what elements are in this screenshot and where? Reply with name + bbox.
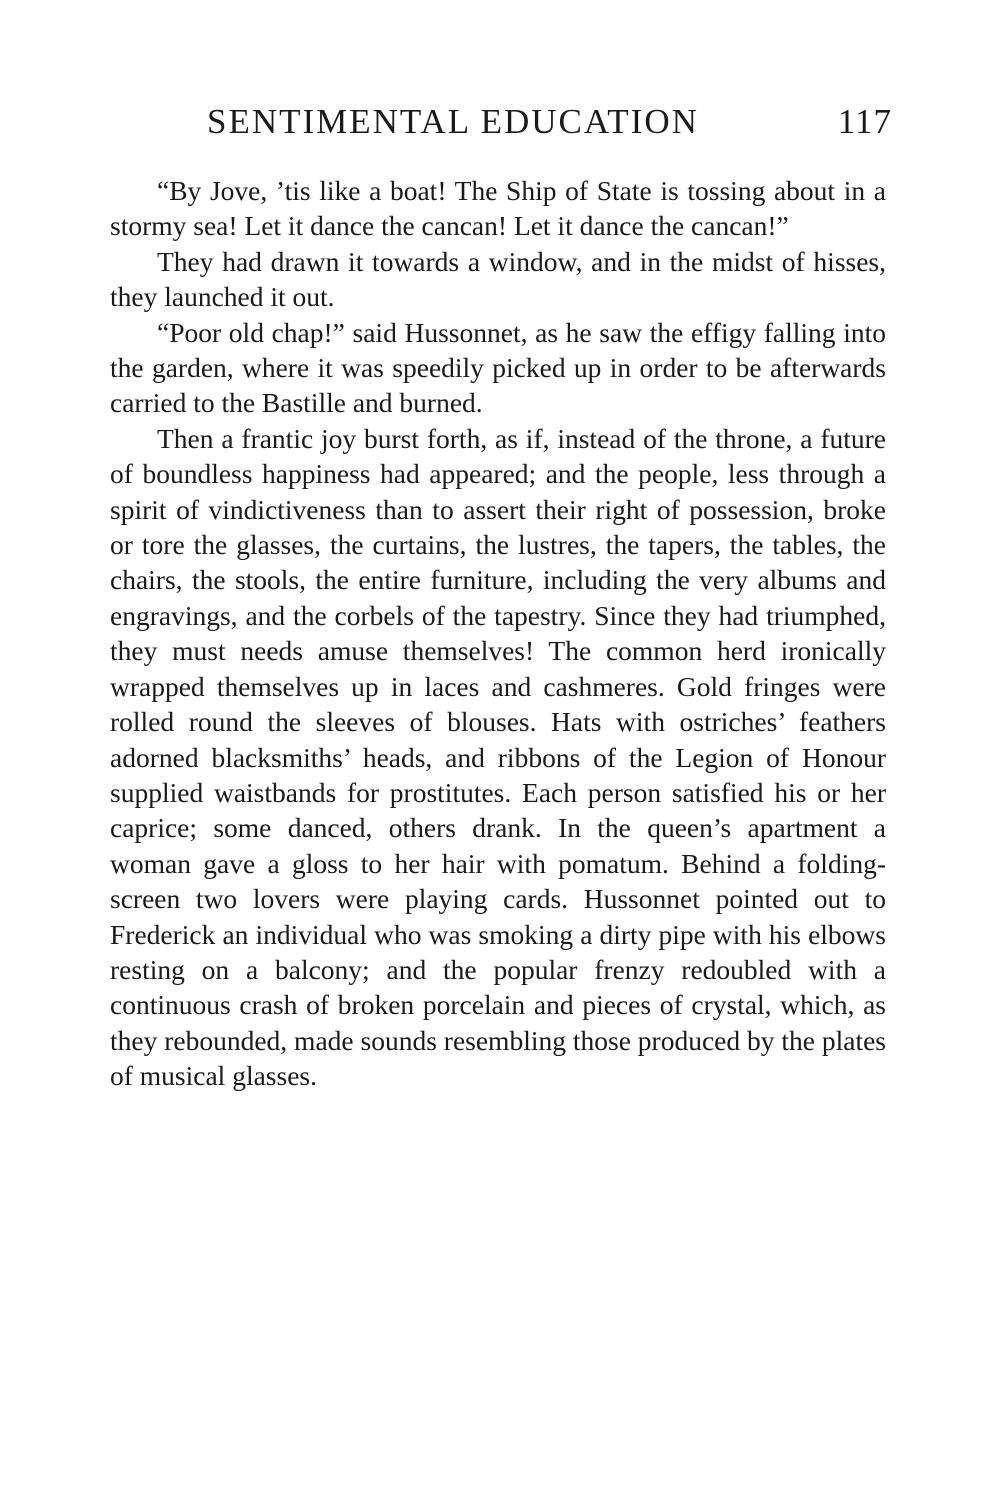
paragraph: They had drawn it towards a window, and in the midst of hisses, they launched it out. [110, 245, 886, 313]
paragraph: Then a frantic joy burst forth, as if, instead of the throne, a future of boundless happiness had appeared; and the people, less through a spirit of vindictiveness than to assert their right of possession, broke or tore the glasses, the curtains, the lustres, the tapers, the tables, the chairs, the stools, the entire furniture, including the very albums and engravings, and the corbels of the tapestry. Since they had triumphed, they must needs amuse themselves! The common herd ironically wrapped themselves up in laces and cashmeres. Gold fringes were rolled round the sleeves of blouses. Hats with ostriches’ feathers adorned blacksmiths’ heads, and ribbons of the Legion of Honour supplied waistbands for prostitutes. Each person satisfied his or her caprice; some danced, others drank. In the queen’s apartment a woman gave a gloss to her hair with pomatum. Behind a folding-screen two lovers were playing cards. Hussonnet pointed out to Frederick an individual who was smoking a dirty pipe with his elbows resting on a balcony; and the popular frenzy redoubled with a continuous crash of broken porcelain and pieces of crystal, which, as they rebounded, made sounds resembling those produced by the plates of musical glasses. [110, 422, 886, 1092]
page-number: 117 [837, 102, 892, 141]
running-title: SENTIMENTAL EDUCATION [207, 102, 699, 141]
paragraph: “Poor old chap!” said Hussonnet, as he saw the effigy falling into the garden, where it was speedily picked up in order to be afterwards carried to the Bastille and burned. [110, 316, 886, 419]
running-head [110, 100, 892, 144]
body-text [110, 173, 886, 1094]
paragraph: “By Jove, ’tis like a boat! The Ship of State is tossing about in a stormy sea! Let it dance the cancan! Let it dance the cancan!” [110, 175, 886, 242]
